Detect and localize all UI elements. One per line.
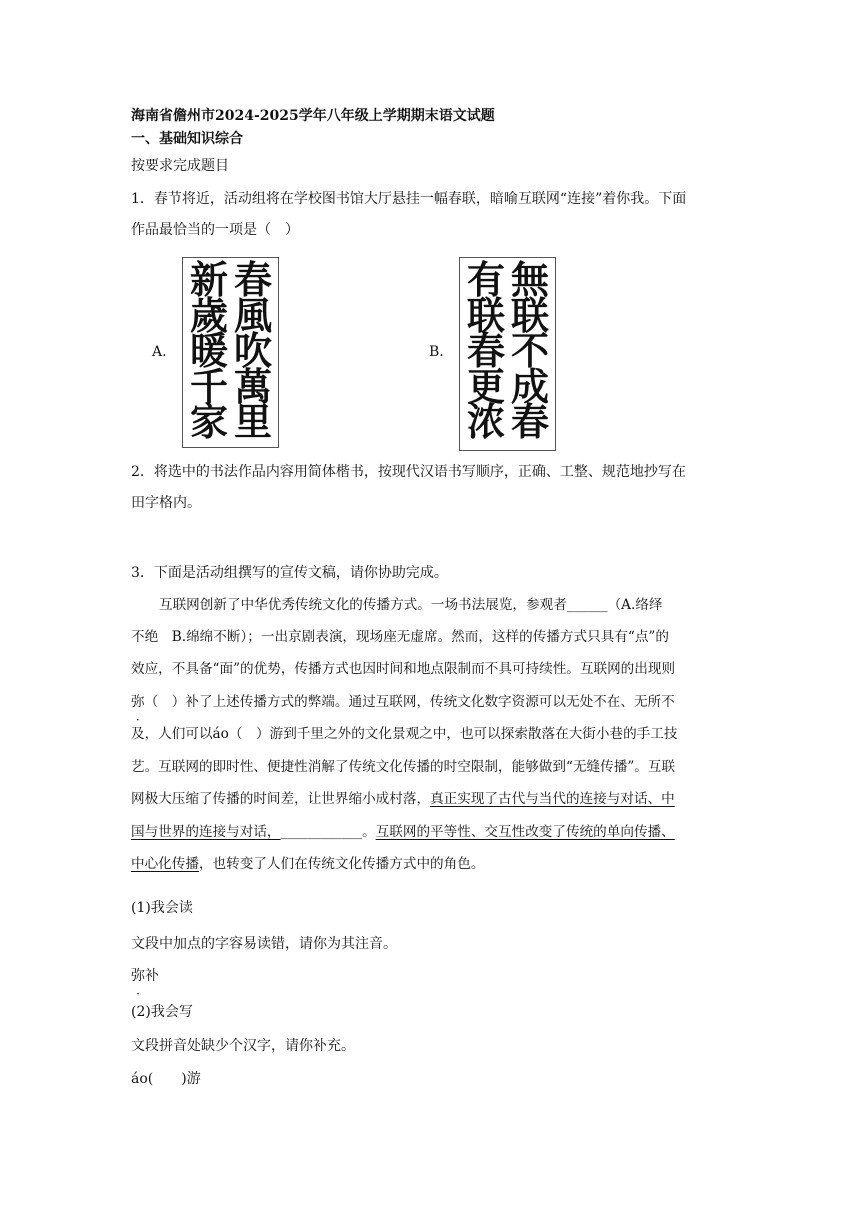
calligraphy-character: 春	[466, 328, 505, 373]
calligraphy-character: 風	[233, 292, 272, 338]
calligraphy-character: 歲	[189, 292, 228, 338]
option-b-calligraphy	[459, 257, 556, 451]
option-b-left-column	[464, 257, 508, 444]
passage-line-2: 不绝 B.绵绵不断）；一出京剧表演，现场座无虚席。然而，这样的传播方式只具有“点”的	[131, 629, 669, 645]
passage-line-9-text: ，也转变了人们在传统文化传播方式中的角色。	[198, 856, 485, 872]
calligraphy-character: 联	[510, 292, 549, 338]
calligraphy-character: 春	[233, 257, 272, 302]
passage-line-4-text: （ ）补了上述传播方式的弊端。通过互联网，传统文化数字资源可以无处不在、无所不	[144, 694, 675, 710]
sub1-desc: 文段中加点的字容易读错，请你为其注音。	[131, 936, 397, 952]
underlined-sentence-part-1: 真正实现了古代与当代的连接与对话、中	[430, 791, 675, 807]
underlined-sentence-part-2: 国与世界的连接与对话，	[131, 824, 281, 840]
option-a-label: A.	[152, 344, 167, 360]
calligraphy-character: 無	[510, 257, 549, 302]
calligraphy-character: 成	[510, 363, 549, 409]
passage-line-8	[131, 821, 729, 843]
calligraphy-character: 浓	[466, 399, 505, 444]
sub2-answer[interactable]: áo( )游	[131, 1071, 201, 1087]
underlined-sentence-part-4: 中心化传播	[131, 856, 199, 872]
q2-line1: 2．将选中的书法作品内容用简体楷书，按现代汉语书写顺序，正确、工整、规范地抄写在	[131, 464, 686, 480]
sub1-title: (1)我会读	[131, 900, 193, 916]
q1-line2: 作品最恰当的一项是（ ）	[131, 222, 299, 238]
passage-line-6: 艺。互联网的即时性、便捷性消解了传统文化传播的时空限制，能够做到“无缝传播”。互联	[131, 759, 676, 775]
option-a-right-column	[231, 257, 275, 444]
calligraphy-character: 有	[466, 257, 505, 302]
calligraphy-character: 联	[466, 292, 505, 338]
calligraphy-character: 春	[510, 399, 549, 444]
sub2-desc: 文段拼音处缺少个汉字，请你补充。	[131, 1038, 355, 1054]
sub1-word	[131, 965, 159, 987]
calligraphy-character: 家	[189, 399, 228, 444]
calligraphy-character: 千	[189, 363, 228, 409]
option-a-calligraphy	[182, 257, 279, 448]
passage-line-7	[131, 788, 729, 810]
option-b-label: B.	[429, 344, 444, 360]
passage-line-9	[131, 853, 729, 875]
passage-line-3: 效应，不具备“面”的优势，传播方式也因时间和地点限制而不具可持续性。互联网的出现则	[131, 661, 676, 677]
period-mark: 。	[362, 824, 376, 840]
calligraphy-character: 里	[233, 399, 272, 444]
q3-intro: 3．下面是活动组撰写的宣传文稿，请你协助完成。	[131, 565, 448, 581]
instruction-text: 按要求完成题目	[131, 158, 229, 174]
dotted-char: 弥	[131, 694, 145, 710]
underlined-sentence-part-3: 互联网的平等性、交互性改变了传统的单向传播、	[375, 824, 675, 840]
q1-line1: 1．春节将近，活动组将在学校图书馆大厅悬挂一幅春联，暗喻互联网“连接”着你我。下面	[131, 191, 687, 207]
q2-line2: 田字格内。	[131, 495, 201, 511]
calligraphy-character: 不	[510, 328, 549, 373]
calligraphy-character: 新	[189, 257, 228, 302]
sub1-word-rest: 补	[145, 968, 159, 984]
exam-title: 海南省儋州市2024-2025学年八年级上学期期末语文试题	[131, 108, 495, 124]
option-a-left-column	[187, 257, 231, 444]
section-heading: 一、基础知识综合	[131, 131, 243, 147]
calligraphy-character: 更	[466, 363, 505, 409]
passage-line-4	[131, 691, 729, 713]
calligraphy-character: 萬	[233, 363, 272, 409]
passage-line-7-text: 网极大压缩了传播的时间差，让世界缩小成村落，	[131, 791, 431, 807]
calligraphy-character: 吹	[233, 328, 272, 373]
passage-line-1: 互联网创新了中华优秀传统文化的传播方式。一场书法展览，参观者______（A.络绎	[159, 597, 663, 613]
sub2-title: (2)我会写	[131, 1004, 193, 1020]
answer-blank[interactable]: ____________	[280, 824, 363, 840]
option-b-right-column	[508, 257, 552, 444]
calligraphy-character: 暖	[189, 328, 228, 373]
sub1-dotted-char: 弥	[131, 968, 145, 984]
passage-line-5: 及，人们可以áo（ ）游到千里之外的文化景观之中，也可以探索散落在大街小巷的手工技	[131, 726, 678, 742]
